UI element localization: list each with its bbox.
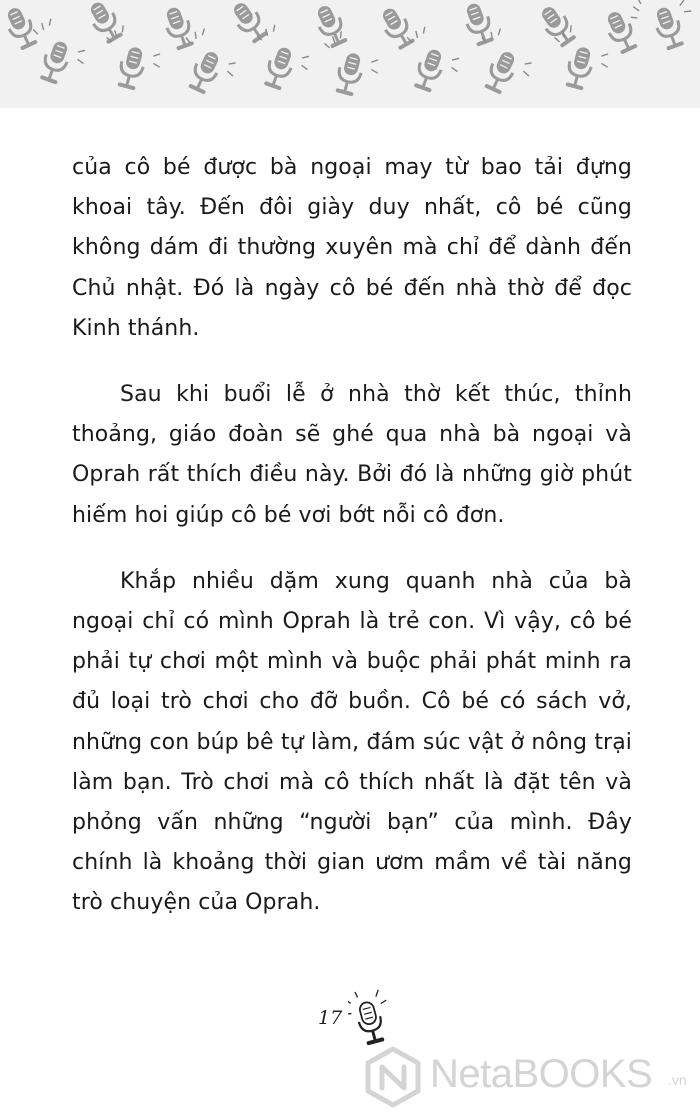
microphone-icon (461, 0, 496, 47)
microphone-icon (242, 20, 318, 97)
header-pattern (0, 0, 700, 108)
microphone-icon (625, 0, 700, 59)
page-body (72, 148, 632, 950)
microphone-icon (377, 4, 417, 51)
microphone-icon (2, 4, 40, 51)
microphone-icon (161, 4, 196, 51)
microphone-icon (463, 23, 542, 102)
microphone-icon (228, 0, 270, 45)
watermark-suffix: .vn (668, 1072, 687, 1088)
paragraph: của cô bé được bà ngoại may từ bao tải đựng khoai tây. Đến đôi giày duy nhất, cô bé cũng không dám đi thường xuyên mà chỉ để dành đến Chủ nhật. Đó là ngày cô bé đến nhà thờ để đọc Kinh thánh. (72, 155, 632, 341)
microphone-icon (313, 28, 386, 101)
paragraph: Khắp nhiều dặm xung quanh nhà của bà ngoại chỉ có mình Oprah là trẻ con. Vì vậy, cô bé phải tự chơi một mình và buộc phải phát minh ra đủ loại trò chơi cho đỡ buồn. Cô bé có sách vở, những con búp bê tự làm, đám súc vật ở nông trại làm bạn. Trò chơi mà cô thích nhất là đặt tên và phỏng vấn những “người bạn” của mình. Đây chính là khoảng thời gian ươm mầm về tài năng trò chuyện của Oprah. (72, 568, 632, 916)
page-number: 17 (318, 1007, 343, 1029)
netabooks-logo-icon (362, 1046, 424, 1108)
watermark (362, 1038, 700, 1120)
microphone-icon (602, 8, 640, 55)
microphone-icon (543, 22, 616, 95)
microphone-icon (85, 0, 125, 45)
microphone-icon (95, 22, 168, 95)
microphone-icon (312, 2, 350, 49)
microphone-pattern (0, 0, 700, 108)
watermark-brand: NetaBOOKS (430, 1052, 653, 1096)
paragraph: Sau khi buổi lễ ở nhà thờ kết thúc, thỉnh thoảng, giáo đoàn sẽ ghé qua nhà bà ngoại và Oprah rất thích điều này. Bởi đó là những giờ phút hiếm hoi giúp cô bé vơi bớt nỗi cô đơn. (72, 382, 632, 528)
